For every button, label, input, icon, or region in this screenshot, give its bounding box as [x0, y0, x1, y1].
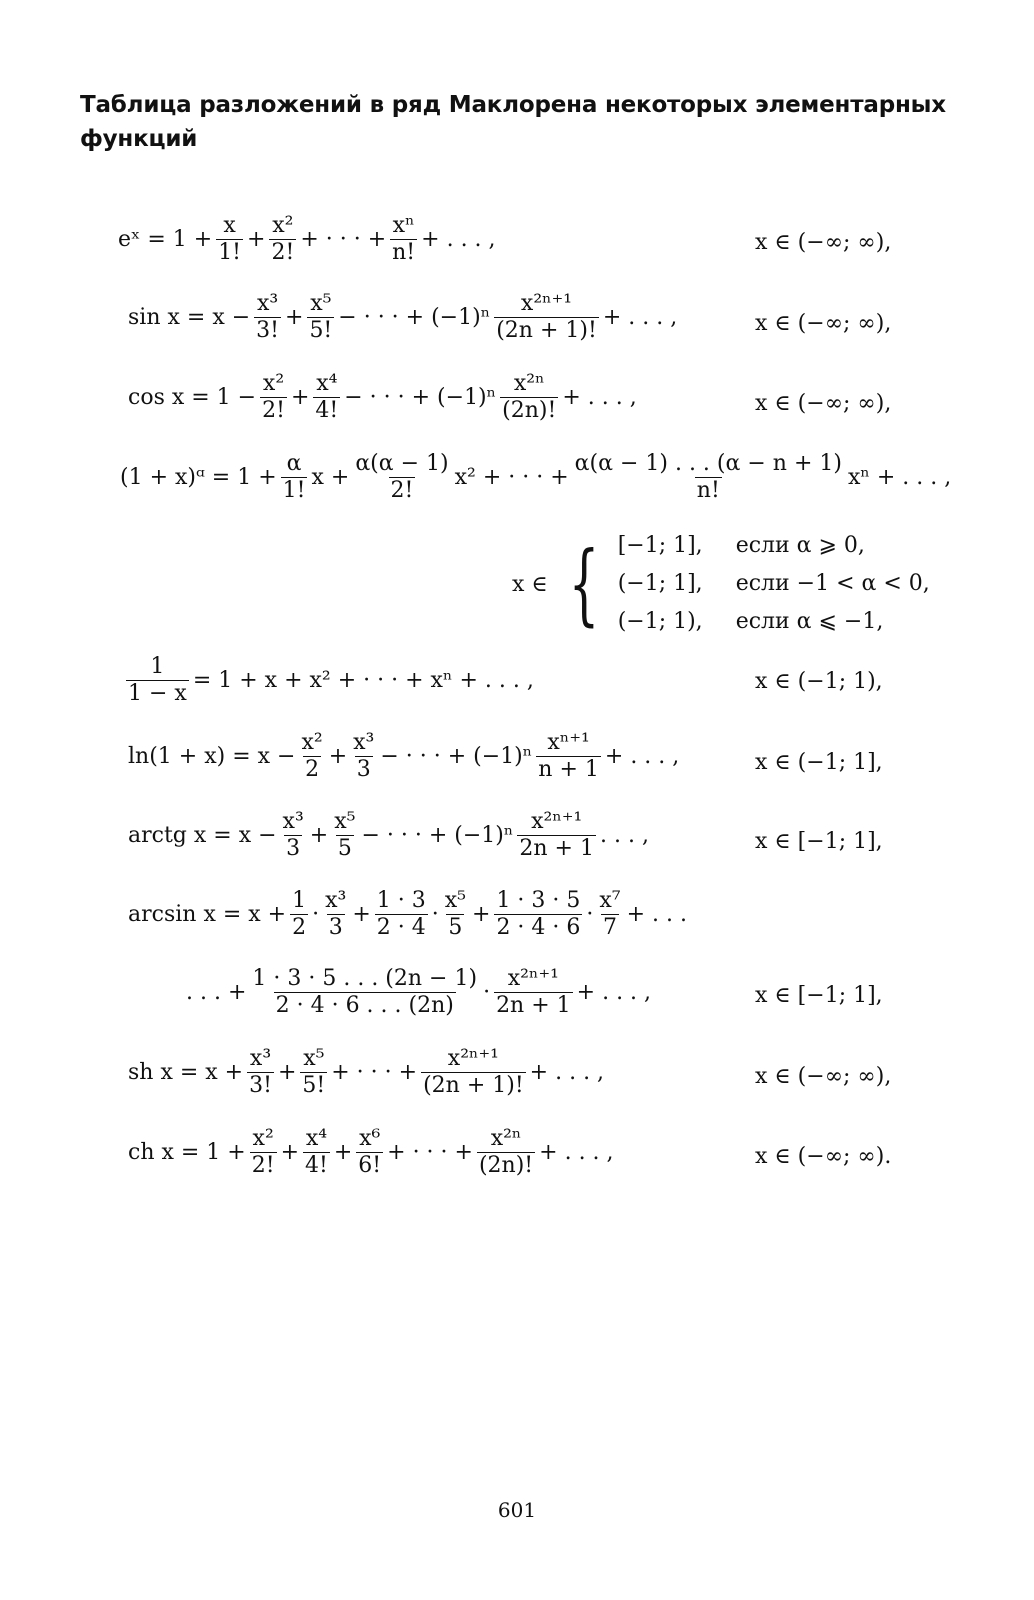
- fraction-denominator: 7: [603, 915, 617, 940]
- fraction-denominator: 2 · 4: [376, 915, 426, 940]
- fraction-numerator: α(α − 1): [355, 451, 449, 476]
- fraction-numerator: x²ⁿ⁺¹: [447, 1046, 499, 1071]
- ln-lhs: ln(1 + x) = x −: [128, 744, 296, 769]
- series-tail: + . . . ,: [604, 744, 680, 769]
- fraction-denominator: n!: [696, 478, 720, 503]
- fraction-denominator: 2 · 4 · 6: [496, 915, 581, 940]
- operator: ·: [312, 902, 320, 927]
- series-tail: + . . . ,: [539, 1140, 614, 1165]
- fraction-denominator: 3: [328, 915, 343, 940]
- domain-geometric: x ∈ (−1; 1),: [755, 669, 883, 694]
- fraction-numerator: x: [223, 213, 236, 238]
- fraction-numerator: x²: [272, 213, 294, 238]
- domain-ch: x ∈ (−∞; ∞).: [755, 1144, 892, 1169]
- series-tail: + . . . ,: [576, 980, 652, 1005]
- fraction: [573, 452, 844, 503]
- domain-case: [618, 603, 930, 641]
- formula-cos: [128, 372, 637, 423]
- operator: +: [285, 305, 304, 330]
- domain-cases: [618, 527, 930, 641]
- continuation-lead: . . . +: [186, 980, 247, 1005]
- fraction-denominator: 2!: [390, 478, 414, 503]
- domain-arctg: x ∈ [−1; 1],: [755, 829, 883, 854]
- operator: − · · · + (−1)ⁿ: [338, 305, 491, 330]
- fraction-denominator: (2n + 1)!: [496, 318, 597, 343]
- fraction-numerator: 1 · 3 · 5 . . . (2n − 1): [252, 966, 478, 991]
- fraction: [126, 655, 189, 706]
- fraction: [477, 1127, 535, 1178]
- operator: x +: [311, 465, 350, 490]
- fraction: [375, 889, 428, 940]
- fraction-denominator: 3: [286, 836, 301, 861]
- fraction: [536, 731, 601, 782]
- fraction-denominator: 3!: [249, 1073, 272, 1098]
- operator: +: [328, 744, 348, 769]
- series-tail: + . . . ,: [529, 1060, 605, 1085]
- fraction-denominator: n + 1: [538, 757, 599, 782]
- fraction-numerator: xⁿ⁺¹: [547, 730, 590, 755]
- fraction-denominator: 1!: [282, 478, 306, 503]
- series-tail: + . . . ,: [602, 305, 678, 330]
- fraction: [216, 214, 243, 265]
- formula-arcsin: [128, 889, 687, 940]
- fraction-denominator: 2!: [251, 1153, 275, 1178]
- fraction: [390, 214, 417, 265]
- fraction: [494, 292, 599, 343]
- fraction-numerator: x²ⁿ⁺¹: [531, 809, 583, 834]
- fraction: [494, 967, 573, 1018]
- fraction-numerator: x²: [262, 371, 285, 396]
- operator: +: [247, 227, 266, 252]
- formula-ch: [128, 1127, 614, 1178]
- fraction-denominator: 3: [356, 757, 371, 782]
- fraction-denominator: 4!: [305, 1153, 328, 1178]
- case-interval: [−1; 1],: [617, 533, 703, 558]
- fraction: [303, 1127, 330, 1178]
- binom-lhs: (1 + x)ᵅ = 1 +: [120, 465, 277, 490]
- arcsin-lhs: arcsin x = x +: [128, 902, 287, 927]
- fraction-numerator: x³: [282, 809, 304, 834]
- fraction: [299, 731, 324, 782]
- operator: +: [352, 902, 371, 927]
- operator: +: [280, 1140, 300, 1165]
- case-interval: (−1; 1],: [617, 571, 703, 596]
- fraction-numerator: x²ⁿ: [513, 371, 545, 396]
- fraction-numerator: 1: [292, 888, 307, 913]
- fraction: [247, 1047, 274, 1098]
- fraction: [254, 292, 281, 343]
- operator: +: [472, 902, 491, 927]
- ch-lhs: ch x = 1 +: [128, 1140, 246, 1165]
- fraction-numerator: x²ⁿ⁺¹: [520, 291, 573, 316]
- series-tail: xⁿ + . . . ,: [847, 465, 952, 490]
- formula-ln: [128, 731, 679, 782]
- domain-arcsin: x ∈ [−1; 1],: [755, 983, 883, 1008]
- page-number: 601: [497, 1498, 537, 1522]
- fraction-numerator: 1 · 3 · 5: [496, 888, 581, 913]
- operator: +: [290, 385, 310, 410]
- fraction: [351, 731, 376, 782]
- operator: +: [333, 1140, 353, 1165]
- operator: − · · · + (−1)ⁿ: [361, 823, 514, 848]
- formula-exp: [118, 214, 496, 265]
- fraction-denominator: 2: [292, 915, 307, 940]
- fraction-denominator: 5: [448, 915, 463, 940]
- fraction-denominator: 6!: [358, 1153, 382, 1178]
- fraction-numerator: x⁶: [359, 1126, 381, 1151]
- fraction-numerator: x²: [252, 1126, 274, 1151]
- fraction-numerator: x³: [249, 1046, 272, 1071]
- case-interval: (−1; 1),: [617, 609, 703, 634]
- fraction: [323, 889, 348, 940]
- domain-sh: x ∈ (−∞; ∞),: [755, 1064, 892, 1089]
- fraction-denominator: 2 · 4 · 6 . . . (2n): [275, 993, 454, 1018]
- sin-lhs: sin x = x −: [128, 305, 251, 330]
- fraction: [300, 1047, 327, 1098]
- sh-lhs: sh x = x +: [128, 1060, 244, 1085]
- fraction-numerator: x⁵: [444, 888, 466, 913]
- operator: + · · · +: [331, 1060, 418, 1085]
- fraction-numerator: x³: [353, 730, 375, 755]
- fraction: [332, 810, 357, 861]
- operator: + · · · +: [300, 227, 387, 252]
- operator: ·: [586, 902, 594, 927]
- fraction: [597, 889, 622, 940]
- formula-arctg: [128, 810, 649, 861]
- fraction-numerator: x⁵: [310, 291, 332, 316]
- formula-sh: [128, 1047, 604, 1098]
- fraction: [421, 1047, 526, 1098]
- formula-geometric: [122, 655, 534, 706]
- left-brace: {: [568, 532, 600, 635]
- fraction-numerator: x⁷: [599, 888, 621, 913]
- binomial-domain: [512, 527, 930, 641]
- domain-case: [618, 565, 930, 603]
- case-condition: если −1 < α < 0,: [735, 571, 930, 596]
- fraction-numerator: α(α − 1) . . . (α − n + 1): [574, 451, 842, 476]
- fraction-denominator: 1 − x: [128, 681, 187, 706]
- fraction-denominator: n!: [392, 240, 416, 265]
- case-condition: если α ⩾ 0,: [735, 533, 865, 558]
- operator: +: [277, 1060, 297, 1085]
- exp-lhs: eˣ = 1 +: [118, 227, 213, 252]
- formula-binomial: [120, 452, 951, 503]
- fraction: [494, 889, 582, 940]
- domain-prefix: x ∈: [512, 571, 548, 597]
- fraction-denominator: 5!: [309, 318, 333, 343]
- fraction-denominator: 2n + 1: [519, 836, 594, 861]
- operator: − · · · + (−1)ⁿ: [380, 744, 533, 769]
- operator: x² + · · · +: [454, 465, 569, 490]
- fraction: [443, 889, 468, 940]
- fraction-numerator: x³: [325, 888, 347, 913]
- fraction-numerator: 1: [150, 654, 165, 679]
- fraction: [281, 452, 308, 503]
- operator: ·: [431, 902, 439, 927]
- domain-sin: x ∈ (−∞; ∞),: [755, 311, 892, 336]
- operator: + · · · +: [387, 1140, 473, 1165]
- formula-arcsin-continuation: [186, 967, 651, 1018]
- cos-lhs: cos x = 1 −: [128, 385, 257, 410]
- domain-ln: x ∈ (−1; 1],: [755, 750, 883, 775]
- series-tail: + . . . ,: [421, 227, 496, 252]
- fraction-denominator: 2!: [262, 398, 285, 423]
- fraction: [313, 372, 340, 423]
- fraction: [307, 292, 334, 343]
- fraction-denominator: 1!: [218, 240, 242, 265]
- domain-case: [618, 527, 930, 565]
- fraction-denominator: 2: [305, 757, 320, 782]
- fraction: [250, 967, 479, 1018]
- fraction: [290, 889, 308, 940]
- operator: +: [309, 823, 329, 848]
- fraction: [281, 810, 306, 861]
- fraction-denominator: (2n)!: [478, 1153, 534, 1178]
- fraction: [260, 372, 287, 423]
- fraction-denominator: (2n + 1)!: [423, 1073, 524, 1098]
- operator: − · · · + (−1)ⁿ: [344, 385, 497, 410]
- fraction-denominator: 2!: [271, 240, 295, 265]
- fraction-denominator: 2n + 1: [496, 993, 571, 1018]
- fraction-numerator: x⁵: [334, 809, 356, 834]
- fraction-numerator: x⁴: [305, 1126, 328, 1151]
- fraction-numerator: 1 · 3: [376, 888, 426, 913]
- fraction-numerator: xⁿ: [392, 213, 415, 238]
- fraction-numerator: x³: [256, 291, 279, 316]
- formula-sin: [128, 292, 677, 343]
- series-tail: . . . ,: [599, 823, 649, 848]
- geom-rhs: = 1 + x + x² + · · · + xⁿ + . . . ,: [192, 668, 534, 693]
- fraction-denominator: 5!: [302, 1073, 326, 1098]
- fraction: [356, 1127, 383, 1178]
- series-tail: + . . . ,: [562, 385, 637, 410]
- fraction: [250, 1127, 277, 1178]
- case-condition: если α ⩽ −1,: [735, 609, 884, 634]
- fraction-numerator: α: [286, 451, 302, 476]
- fraction-denominator: 4!: [315, 398, 339, 423]
- fraction: [500, 372, 558, 423]
- fraction-denominator: (2n)!: [502, 398, 557, 423]
- fraction-numerator: x²: [301, 730, 323, 755]
- domain-cos: x ∈ (−∞; ∞),: [755, 391, 892, 416]
- fraction-denominator: 5: [337, 836, 352, 861]
- fraction-numerator: x²ⁿ⁺¹: [507, 966, 559, 991]
- fraction-numerator: x⁴: [316, 371, 338, 396]
- fraction-denominator: 3!: [256, 318, 279, 343]
- page-title: Таблица разложений в ряд Маклорена некоторых элементарных функций: [80, 92, 946, 152]
- fraction: [269, 214, 296, 265]
- operator: ·: [483, 980, 491, 1005]
- fraction: [517, 810, 596, 861]
- fraction: [353, 452, 450, 503]
- fraction-numerator: x⁵: [303, 1046, 325, 1071]
- arctg-lhs: arctg x = x −: [128, 823, 277, 848]
- series-tail: + . . .: [626, 902, 688, 927]
- domain-exp: x ∈ (−∞; ∞),: [755, 230, 892, 255]
- fraction-numerator: x²ⁿ: [490, 1126, 522, 1151]
